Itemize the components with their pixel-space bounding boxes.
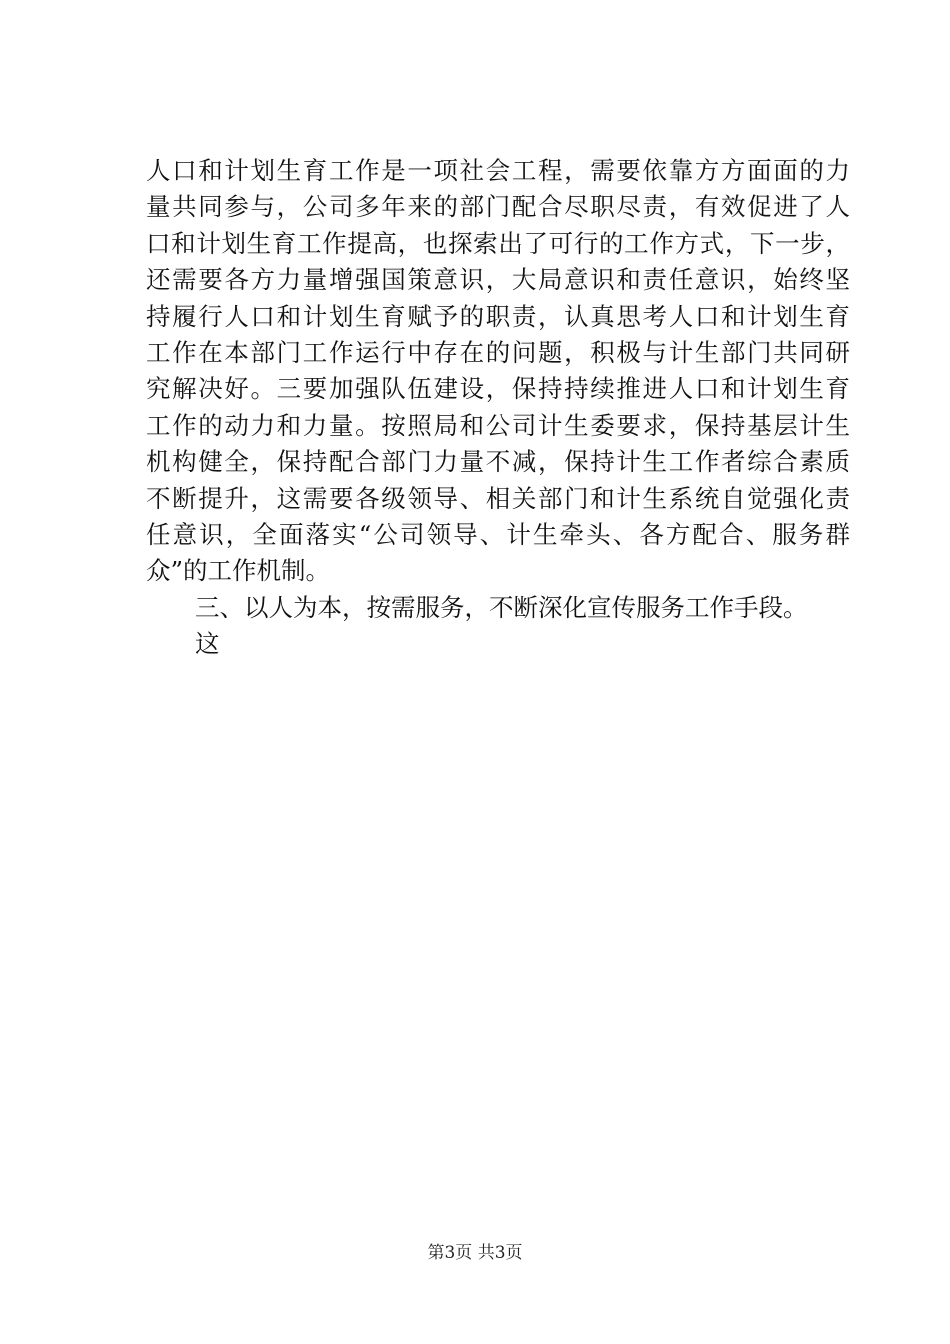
paragraph-line: 究解决好。三要加强队伍建设，保持持续推进人口和计划生育 bbox=[146, 374, 850, 404]
document-body bbox=[146, 153, 850, 662]
trailing-text: 这 bbox=[195, 629, 220, 659]
paragraph-line: 口和计划生育工作提高，也探索出了可行的工作方式，下一步， bbox=[146, 228, 850, 258]
paragraph-line: 还需要各方力量增强国策意识，大局意识和责任意识，始终坚 bbox=[146, 265, 850, 295]
paragraph-line: 人口和计划生育工作是一项社会工程，需要依靠方方面面的力 bbox=[146, 156, 850, 185]
paragraph-line: 不断提升，这需要各级领导、相关部门和计生系统自觉强化责 bbox=[146, 483, 850, 513]
section-heading: 三、以人为本，按需服务，不断深化宣传服务工作手段。 bbox=[195, 592, 808, 622]
page-footer: 第3页 共3页 bbox=[427, 1243, 523, 1263]
paragraph-line: 机构健全，保持配合部门力量不减，保持计生工作者综合素质 bbox=[146, 447, 850, 477]
paragraph-line: 量共同参与，公司多年来的部门配合尽职尽责，有效促进了人 bbox=[146, 192, 850, 222]
paragraph-line: 工作在本部门工作运行中存在的问题，积极与计生部门共同研 bbox=[146, 337, 850, 367]
paragraph-line: 持履行人口和计划生育赋予的职责，认真思考人口和计划生育 bbox=[146, 301, 850, 331]
paragraph-line: 任意识，全面落实“公司领导、计生牵头、各方配合、服务群 bbox=[146, 519, 850, 549]
paragraph-line: 众”的工作机制。 bbox=[146, 556, 331, 586]
paragraph-line: 工作的动力和力量。按照局和公司计生委要求，保持基层计生 bbox=[146, 410, 850, 440]
